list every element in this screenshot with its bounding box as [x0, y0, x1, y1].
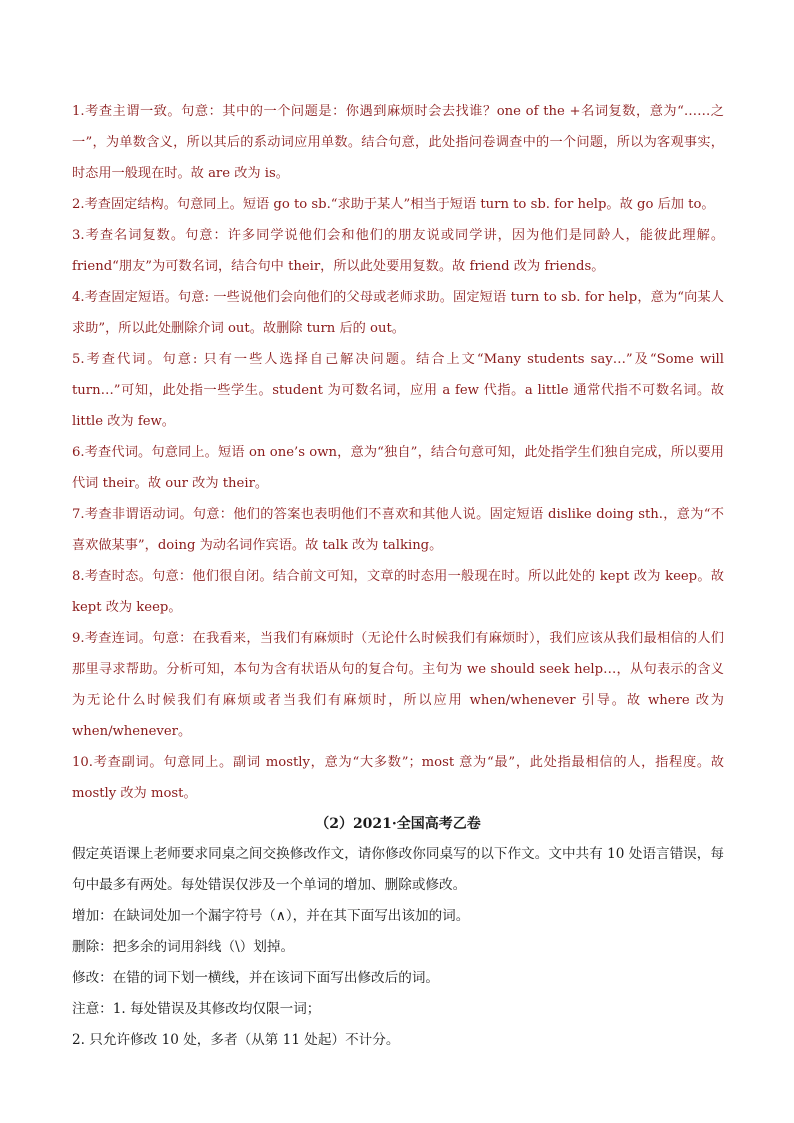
document-page [72, 96, 724, 1056]
note-2: 2. 只允许修改 10 处，多者（从第 11 处起）不计分。 [72, 1032, 400, 1048]
answer-1: 1.考查主谓一致。句意：其中的一个问题是：你遇到麻烦时会去找谁？one of the +名词复数，意为“……之一”，为单数含义，所以其后的系动词应用单数。结合句意，此处指问卷调查中的一个问题，所以为客观事实，时态用一般现在时。故 are 改为 is。 [72, 104, 724, 181]
answer-3: 3.考查名词复数。句意：许多同学说他们会和他们的朋友说或同学讲，因为他们是同龄人，能彼此理解。friend“朋友”为可数名词，结合句中 their，所以此处要用复数。故 friend 改为 friends。 [72, 228, 724, 274]
answer-8: 8.考查时态。句意：他们很自闭。结合前文可知，文章的时态用一般现在时。所以此处的 kept 改为 keep。故 kept 改为 keep。 [72, 569, 724, 615]
question-instructions [72, 839, 724, 1056]
instruction-modify: 修改：在错的词下划一横线，并在该词下面写出修改后的词。 [72, 970, 440, 986]
answer-5: 5.考查代词。句意: 只有一些人选择自己解决问题。结合上文“Many students say…”及“Some will turn…”可知，此处指一些学生。student 为可数名词，应用 a few 代指。a little 通常代指不可数名词。故 little 改为 few。 [72, 352, 724, 429]
answer-2: 2.考查固定结构。句意同上。短语 go to sb.“求助于某人”相当于短语 turn to sb. for help。故 go 后加 to。 [72, 197, 715, 212]
answer-4: 4.考查固定短语。句意: 一些说他们会向他们的父母或老师求助。固定短语 turn to sb. for help，意为“向某人求助”，所以此处删除介词 out。故删除 turn 后的 out。 [72, 290, 724, 336]
instruction-add: 增加：在缺词处加一个漏字符号（∧），并在其下面写出该加的词。 [72, 908, 470, 924]
answer-6: 6.考查代词。句意同上。短语 on one’s own，意为“独自”，结合句意可知，此处指学生们独自完成，所以要用代词 their。故 our 改为 their。 [72, 445, 724, 491]
section-heading: （2）2021·全国高考乙卷 [315, 816, 481, 832]
answer-7: 7.考查非谓语动词。句意：他们的答案也表明他们不喜欢和其他人说。固定短语 dislike doing sth.，意为“不喜欢做某事”，doing 为动名词作宾语。故 talk 改为 talking。 [72, 507, 724, 553]
answer-9: 9.考查连词。句意：在我看来，当我们有麻烦时（无论什么时候我们有麻烦时），我们应该从我们最相信的人们那里寻求帮助。分析可知，本句为含有状语从句的复合句。主句为 we should seek help…，从句表示的含义为无论什么时候我们有麻烦或者当我们有麻烦时，所以应用 when/whenever 引导。故 where 改为 when/whenever。 [72, 631, 724, 739]
question-intro: 假定英语课上老师要求同桌之间交换修改作文，请你修改你同桌写的以下作文。文中共有 10 处语言错误，每句中最多有两处。每处错误仅涉及一个单词的增加、删除或修改。 [72, 846, 724, 893]
instruction-delete: 删除：把多余的词用斜线（\）划掉。 [72, 939, 295, 955]
answer-10: 10.考查副词。句意同上。副词 mostly，意为“大多数”；most 意为“最”，此处指最相信的人，指程度。故 mostly 改为 most。 [72, 755, 724, 801]
answer-explanations [72, 96, 724, 809]
note-1: 注意：1. 每处错误及其修改均仅限一词； [72, 1001, 321, 1017]
